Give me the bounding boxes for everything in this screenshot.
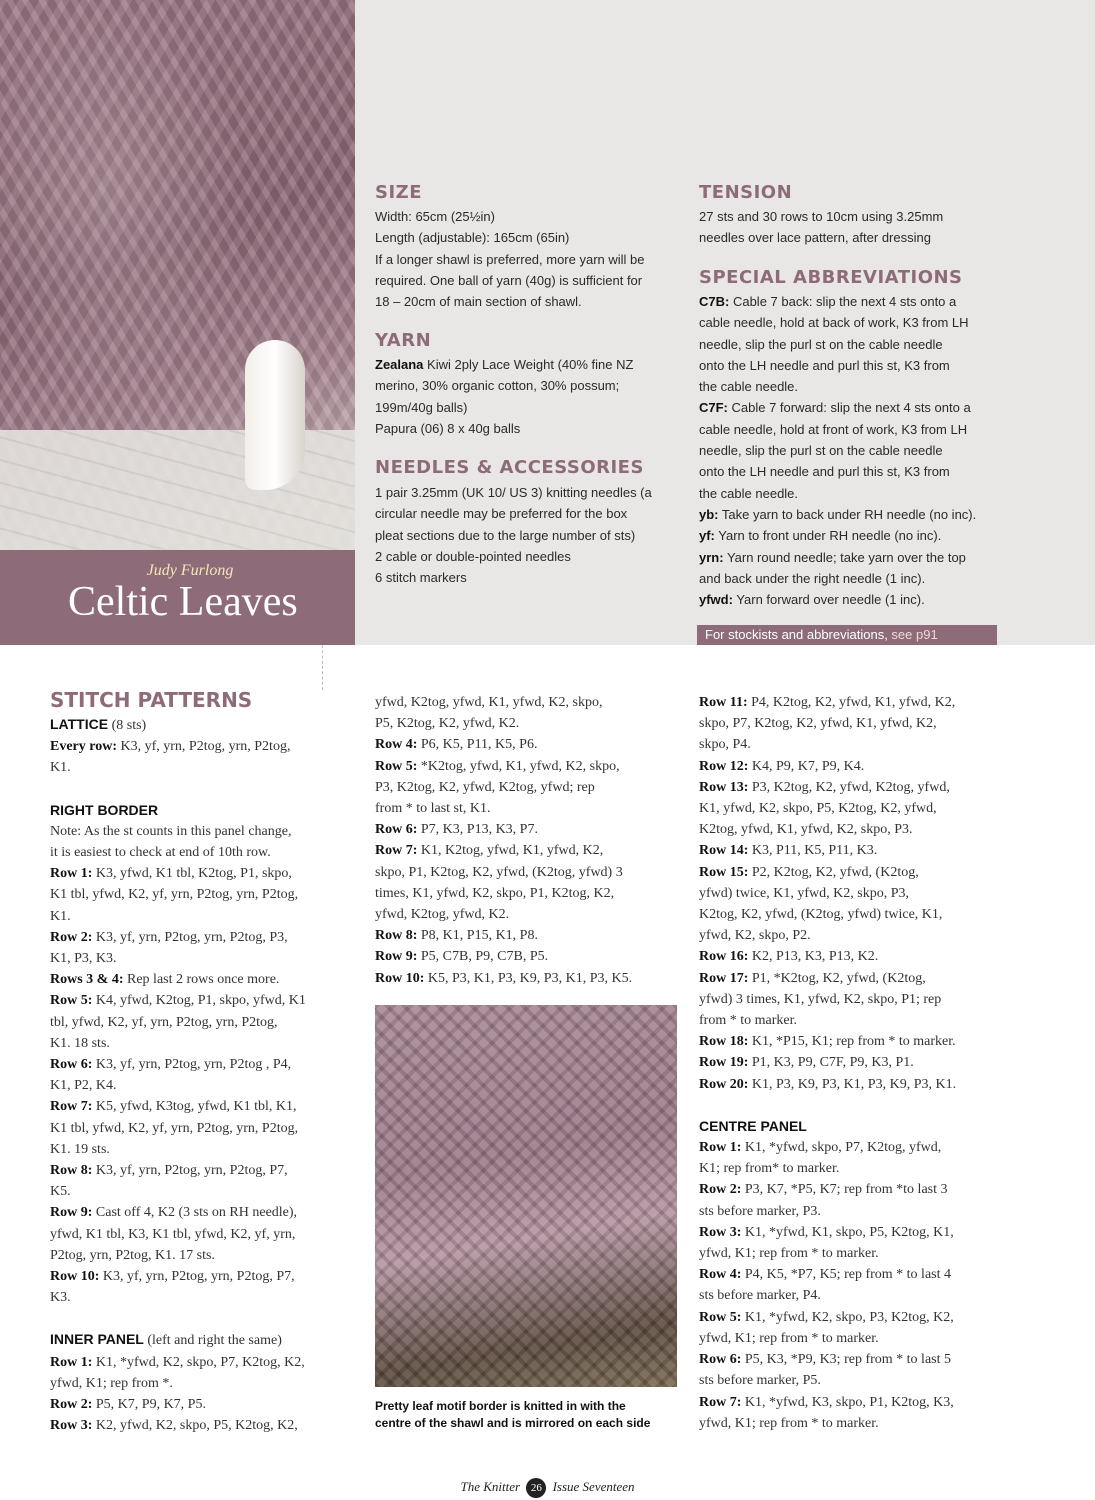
pattern-line: K1. 18 sts.	[50, 1035, 110, 1051]
pattern-line: sts before marker, P3.	[699, 1203, 821, 1219]
needles-text	[375, 482, 685, 588]
abbr-line	[699, 504, 1009, 525]
row-text: Cast off 4, K2 (3 sts on RH needle),	[92, 1205, 298, 1221]
row-text: P4, K2tog, K2, yfwd, K1, yfwd, K2,	[747, 695, 956, 710]
yarn-line: 199m/40g balls)	[375, 399, 468, 415]
row-label: Row 4:	[699, 1267, 742, 1283]
row-text: P1, *K2tog, K2, yfwd, (K2tog,	[748, 970, 926, 986]
pattern-line	[50, 969, 355, 990]
size-text	[375, 206, 685, 312]
row-text: K5, P3, K1, P3, K9, P3, K1, P3, K5.	[424, 970, 633, 986]
abbr-def: Cable 7 forward: slip the next 4 sts onto a	[727, 400, 971, 416]
abbr-line: the cable needle.	[699, 485, 799, 501]
pattern-line	[50, 1202, 355, 1223]
size-line: If a longer shawl is preferred, more yarn will be	[375, 251, 645, 267]
row-text: K3, P11, K5, P11, K3.	[748, 843, 878, 859]
pattern-line: K1.	[50, 908, 71, 924]
row-text: P5, K3, *P9, K3; rep from * to last 5	[741, 1352, 951, 1368]
page-footer	[0, 1478, 1095, 1498]
row-text: K1, *yfwd, K1, skpo, P5, K2tog, K1,	[741, 1224, 954, 1240]
tension-line: 27 sts and 30 rows to 10cm using 3.25mm	[699, 209, 944, 224]
tension-heading: TENSION	[699, 182, 793, 203]
row-text: K1, *yfwd, K2, skpo, P3, K2tog, K2,	[741, 1309, 954, 1325]
magazine-name: The Knitter	[460, 1479, 521, 1494]
row-label: Row 2:	[699, 1182, 742, 1198]
pattern-line	[375, 925, 685, 946]
row-label: Row 15:	[699, 864, 749, 880]
pattern-line: from * to last st, K1.	[375, 801, 491, 817]
abbr-line: onto the LH needle and purl this st, K3 from	[699, 464, 950, 480]
row-label: Row 8:	[50, 1163, 93, 1179]
row-text: K3, yfwd, K1 tbl, K2tog, P1, skpo,	[92, 866, 292, 882]
inner-panel-sub: (left and right the same)	[143, 1333, 282, 1349]
pattern-line	[699, 840, 1009, 861]
abbr-line: cable needle, hold at front of work, K3 from LH	[699, 421, 968, 437]
row-label: Row 5:	[375, 758, 418, 774]
section-label	[50, 714, 355, 736]
row-text: P7, K3, P13, K3, P7.	[417, 822, 538, 838]
row-text: *K2tog, yfwd, K1, yfwd, K2, skpo,	[417, 758, 620, 774]
pattern-line: yfwd, K1; rep from * to marker.	[699, 1330, 879, 1346]
pattern-line	[699, 1137, 1009, 1158]
row-text: K3, yf, yrn, P2tog, yrn, P2tog, P7,	[92, 1163, 288, 1179]
pattern-line: from * to marker.	[699, 1013, 797, 1029]
pattern-line: K3.	[50, 1290, 71, 1306]
abbr-label: yb:	[699, 506, 719, 522]
abbr-line	[699, 589, 1009, 610]
pattern-line	[699, 862, 1009, 883]
photo-caption	[375, 1398, 685, 1432]
row-text: K1, *yfwd, K2, skpo, P7, K2tog, K2,	[92, 1354, 305, 1370]
row-label: Row 3:	[50, 1418, 93, 1434]
pattern-line	[50, 1394, 355, 1415]
row-label: Row 1:	[50, 866, 93, 882]
pattern-line	[699, 1222, 1009, 1243]
pattern-line	[375, 734, 685, 755]
needles-line: 2 cable or double-pointed needles	[375, 548, 571, 564]
pattern-line	[699, 756, 1009, 777]
yarn-brand: Zealana	[375, 357, 424, 372]
stockists-page-link[interactable]: see p91	[891, 627, 938, 642]
abbr-def: Cable 7 back: slip the next 4 sts onto a	[729, 294, 957, 309]
row-label: Rows 3 & 4:	[50, 972, 124, 988]
yarn-line	[375, 354, 685, 375]
pattern-line: P5, K2tog, K2, yfwd, K2.	[375, 716, 520, 732]
row-text: K2, yfwd, K2, skpo, P5, K2tog, K2,	[92, 1418, 298, 1434]
yarn-line: merino, 30% organic cotton, 30% possum;	[375, 378, 620, 394]
size-heading: SIZE	[375, 182, 423, 203]
pattern-line: K1, P3, K3.	[50, 951, 117, 967]
author-name: Judy Furlong	[146, 562, 234, 579]
pattern-line: K1 tbl, yfwd, K2, yf, yrn, P2tog, yrn, P2tog,	[50, 887, 299, 903]
row-label: Row 10:	[50, 1269, 100, 1285]
centre-panel-label: CENTRE PANEL	[699, 1117, 807, 1134]
abbr-line: onto the LH needle and purl this st, K3 from	[699, 357, 950, 373]
abbr-def: Take yarn to back under RH needle (no inc).	[718, 506, 977, 522]
row-label: Row 20:	[699, 1076, 749, 1092]
lattice-label: LATTICE	[50, 716, 109, 732]
inner-panel-rows-end	[699, 692, 1009, 1095]
row-label: Row 16:	[699, 949, 749, 965]
row-text: K2, P13, K3, P13, K2.	[748, 949, 879, 965]
pattern-line	[50, 1415, 355, 1436]
pattern-line: skpo, P7, K2tog, K2, yfwd, K1, yfwd, K2,	[699, 716, 937, 732]
pattern-line	[699, 968, 1009, 989]
abbr-line: needle, slip the purl st on the cable needle	[699, 443, 943, 459]
abbreviations-text	[699, 291, 1009, 610]
row-text: K4, P9, K7, P9, K4.	[748, 758, 865, 774]
pattern-line	[50, 927, 355, 948]
row-text: Rep last 2 rows once more.	[123, 972, 280, 988]
size-line: Width: 65cm (25½in)	[375, 209, 495, 224]
row-text: K1, *yfwd, skpo, P7, K2tog, yfwd,	[741, 1140, 942, 1156]
row-text: P4, K5, *P7, K5; rep from * to last 4	[741, 1267, 951, 1283]
pattern-title: Celtic Leaves	[68, 579, 298, 625]
size-line: 18 – 20cm of main section of shawl.	[375, 294, 582, 310]
pattern-line: sts before marker, P5.	[699, 1373, 821, 1389]
pattern-line: sts before marker, P4.	[699, 1288, 821, 1304]
leaf-detail-photo	[375, 1005, 677, 1387]
pattern-line	[50, 863, 355, 884]
pattern-line: yfwd) 3 times, K1, yfwd, K2, skpo, P1; rep	[699, 991, 942, 1007]
row-text: P5, K7, P9, K7, P5.	[92, 1397, 206, 1413]
pattern-line: tbl, yfwd, K2, yf, yrn, P2tog, yrn, P2tog,	[50, 1014, 278, 1030]
abbr-label: yfwd:	[699, 592, 733, 608]
row-label: Row 9:	[375, 949, 418, 965]
section-label	[50, 1329, 355, 1351]
row-label: Row 4:	[375, 737, 418, 753]
row-text: K1, P3, K9, P3, K1, P3, K9, P3, K1.	[748, 1076, 957, 1092]
abbr-label: C7F:	[699, 400, 728, 416]
row-label: Row 10:	[375, 970, 425, 986]
inner-panel-label: INNER PANEL	[50, 1331, 144, 1348]
pattern-line: skpo, P1, K2tog, K2, yfwd, (K2tog, yfwd) 3	[375, 864, 623, 880]
row-text: K3, yf, yrn, P2tog, yrn, P2tog , P4,	[92, 1057, 292, 1073]
abbr-line: and back under the right needle (1 inc).	[699, 570, 926, 586]
right-border-label: RIGHT BORDER	[50, 801, 159, 818]
abbr-line: the cable needle.	[699, 379, 799, 395]
pattern-line: P3, K2tog, K2, yfwd, K2tog, yfwd; rep	[375, 779, 595, 795]
abbr-line: cable needle, hold at back of work, K3 from LH	[699, 315, 969, 331]
row-label: Row 7:	[375, 843, 418, 859]
abbr-label: yf:	[699, 528, 715, 544]
row-text: K3, yf, yrn, P2tog, yrn, P2tog,	[117, 739, 291, 755]
lattice-sts: (8 sts)	[108, 718, 147, 733]
row-text: P3, K7, *P5, K7; rep from *to last 3	[741, 1182, 948, 1198]
page-number: 26	[526, 1478, 546, 1498]
pattern-line: K1, P2, K4.	[50, 1078, 117, 1094]
right-border-rows	[50, 863, 355, 1308]
pattern-line	[699, 692, 1009, 713]
row-text: P5, C7B, P9, C7B, P5.	[417, 949, 549, 965]
pattern-line	[699, 1307, 1009, 1328]
row-label: Row 2:	[50, 929, 93, 945]
issue-label: Issue Seventeen	[552, 1479, 635, 1494]
row-label: Row 6:	[50, 1057, 93, 1073]
pattern-line	[699, 1392, 1009, 1413]
row-label: Row 5:	[699, 1309, 742, 1325]
pattern-line: P2tog, yrn, P2tog, K1. 17 sts.	[50, 1247, 215, 1263]
abbr-def: Yarn forward over needle (1 inc).	[732, 592, 925, 608]
pattern-line	[699, 1349, 1009, 1370]
yarn-heading: YARN	[375, 330, 432, 351]
pattern-line	[50, 736, 355, 757]
abbreviations-heading: SPECIAL ABBREVIATIONS	[699, 267, 963, 288]
row-text: K1, *P15, K1; rep from * to marker.	[748, 1034, 956, 1050]
pattern-line: times, K1, yfwd, K2, skpo, P1, K2tog, K2,	[375, 885, 615, 901]
note-line: it is easiest to check at end of 10th row.	[50, 845, 271, 861]
row-label: Row 11:	[699, 695, 748, 710]
row-text: P6, K5, P11, K5, P6.	[417, 737, 538, 753]
pattern-line: K1. 19 sts.	[50, 1141, 110, 1157]
pattern-line: yfwd) twice, K1, yfwd, K2, skpo, P3,	[699, 885, 909, 901]
pattern-line: K1 tbl, yfwd, K2, yf, yrn, P2tog, yrn, P2tog,	[50, 1120, 299, 1136]
row-label: Row 2:	[50, 1397, 93, 1413]
yarn-desc: Kiwi 2ply Lace Weight (40% fine NZ	[423, 357, 634, 372]
pattern-line: K2tog, yfwd, K1, yfwd, K2, skpo, P3.	[699, 822, 913, 838]
pattern-line: yfwd, K1; rep from *.	[50, 1375, 173, 1391]
pattern-line	[699, 1179, 1009, 1200]
needles-line: circular needle may be preferred for the box	[375, 506, 628, 522]
pattern-line	[699, 777, 1009, 798]
row-label: Row 3:	[699, 1224, 742, 1240]
caption-line: Pretty leaf motif border is knitted in with the	[375, 1399, 626, 1413]
row-label: Row 7:	[50, 1099, 93, 1115]
row-text: P3, K2tog, K2, yfwd, K2tog, yfwd,	[748, 779, 950, 795]
abbr-def: Yarn to front under RH needle (no inc).	[714, 528, 942, 544]
abbr-line	[699, 291, 1009, 312]
abbr-label: yrn:	[699, 549, 724, 565]
caption-line: centre of the shawl and is mirrored on each side	[375, 1416, 651, 1430]
pattern-line	[375, 946, 685, 967]
tension-text	[699, 206, 1009, 249]
pattern-line	[50, 1096, 355, 1117]
abbr-label: C7B:	[699, 294, 730, 309]
row-label: Row 5:	[50, 993, 93, 1009]
abbr-line: needle, slip the purl st on the cable needle	[699, 336, 943, 352]
pattern-line	[50, 1160, 355, 1181]
centre-panel-rows	[699, 1137, 1009, 1434]
row-label: Row 1:	[699, 1140, 742, 1156]
pattern-line	[375, 756, 685, 777]
pattern-line	[50, 990, 355, 1011]
pattern-line: yfwd, K1; rep from * to marker.	[699, 1246, 879, 1262]
pattern-line	[50, 1266, 355, 1287]
row-label: Row 7:	[699, 1394, 742, 1410]
row-label: Row 13:	[699, 779, 749, 795]
row-text: K1, *yfwd, K3, skpo, P1, K2tog, K3,	[741, 1394, 954, 1410]
pattern-line: K1, yfwd, K2, skpo, P5, K2tog, K2, yfwd,	[699, 801, 937, 817]
stitch-patterns-column	[50, 688, 355, 1437]
note-line: Note: As the st counts in this panel change,	[50, 823, 292, 839]
inner-panel-rows-cont	[375, 692, 685, 989]
size-line: required. One ball of yarn (40g) is sufficient for	[375, 272, 643, 288]
abbr-line	[699, 397, 1009, 418]
row-text: K1, K2tog, yfwd, K1, yfwd, K2,	[417, 843, 604, 859]
chair-leg	[245, 340, 305, 490]
tension-line: needles over lace pattern, after dressing	[699, 230, 931, 246]
row-label: Row 1:	[50, 1354, 93, 1370]
centre-panel-column	[699, 692, 1009, 1434]
row-text: P1, K3, P9, C7F, P9, K3, P1.	[748, 1055, 914, 1071]
pattern-line	[699, 946, 1009, 967]
pattern-line: K5.	[50, 1184, 71, 1200]
pattern-line	[699, 1052, 1009, 1073]
row-label: Row 14:	[699, 843, 749, 859]
row-label: Row 12:	[699, 758, 749, 774]
yarn-line: Papura (06) 8 x 40g balls	[375, 420, 521, 436]
pattern-line: K1; rep from* to marker.	[699, 1161, 840, 1177]
pattern-line: K2tog, K2, yfwd, (K2tog, yfwd) twice, K1,	[699, 907, 943, 923]
row-label: Row 6:	[375, 822, 418, 838]
pattern-line	[699, 1074, 1009, 1095]
pattern-line: yfwd, K1 tbl, K3, K1 tbl, yfwd, K2, yf, yrn,	[50, 1226, 296, 1242]
pattern-line: yfwd, K2, skpo, P2.	[699, 928, 811, 944]
stockists-text: For stockists and abbreviations,	[705, 627, 892, 642]
pattern-line	[699, 1031, 1009, 1052]
pattern-line	[375, 968, 685, 989]
divider	[322, 645, 323, 690]
row-label: Row 17:	[699, 970, 749, 986]
pattern-line: yfwd, K2tog, yfwd, K2.	[375, 907, 510, 923]
abbr-def: Yarn round needle; take yarn over the top	[723, 549, 966, 565]
size-line: Length (adjustable): 165cm (65in)	[375, 230, 570, 246]
row-label: Row 18:	[699, 1034, 749, 1050]
row-text: K4, yfwd, K2tog, P1, skpo, yfwd, K1	[92, 993, 306, 1009]
row-text: P8, K1, P15, K1, P8.	[417, 928, 538, 944]
row-text: K3, yf, yrn, P2tog, yrn, P2tog, P7,	[99, 1269, 295, 1285]
pattern-line	[375, 840, 685, 861]
abbr-line	[699, 547, 1009, 568]
pattern-line	[375, 819, 685, 840]
inner-panel-column	[375, 692, 685, 989]
row-text: K3, yf, yrn, P2tog, yrn, P2tog, P3,	[92, 929, 288, 945]
pattern-line: yfwd, K2tog, yfwd, K1, yfwd, K2, skpo,	[375, 695, 603, 710]
shawl-photo	[0, 0, 355, 550]
pattern-line: skpo, P4.	[699, 737, 751, 753]
needles-line: pleat sections due to the large number of sts)	[375, 527, 636, 543]
row-text: P2, K2tog, K2, yfwd, (K2tog,	[748, 864, 919, 880]
stockists-bar	[697, 625, 997, 645]
pattern-line: yfwd, K1; rep from * to marker.	[699, 1415, 879, 1431]
needles-heading: NEEDLES & ACCESSORIES	[375, 457, 644, 478]
row-label: Row 8:	[375, 928, 418, 944]
stitch-patterns-heading: STITCH PATTERNS	[50, 688, 253, 712]
row-label: Row 19:	[699, 1055, 749, 1071]
pattern-line	[699, 1264, 1009, 1285]
row-text: K5, yfwd, K3tog, yfwd, K1 tbl, K1,	[92, 1099, 297, 1115]
row-label: Every row:	[50, 739, 117, 755]
pattern-line: K1.	[50, 760, 71, 776]
needles-line: 6 stitch markers	[375, 570, 467, 586]
needles-line: 1 pair 3.25mm (UK 10/ US 3) knitting needles (a	[375, 485, 652, 500]
abbr-line	[699, 525, 1009, 546]
inner-panel-rows	[50, 1352, 355, 1437]
pattern-line	[50, 1352, 355, 1373]
row-label: Row 6:	[699, 1352, 742, 1368]
row-label: Row 9:	[50, 1205, 93, 1221]
yarn-text	[375, 354, 685, 439]
pattern-line	[50, 1054, 355, 1075]
